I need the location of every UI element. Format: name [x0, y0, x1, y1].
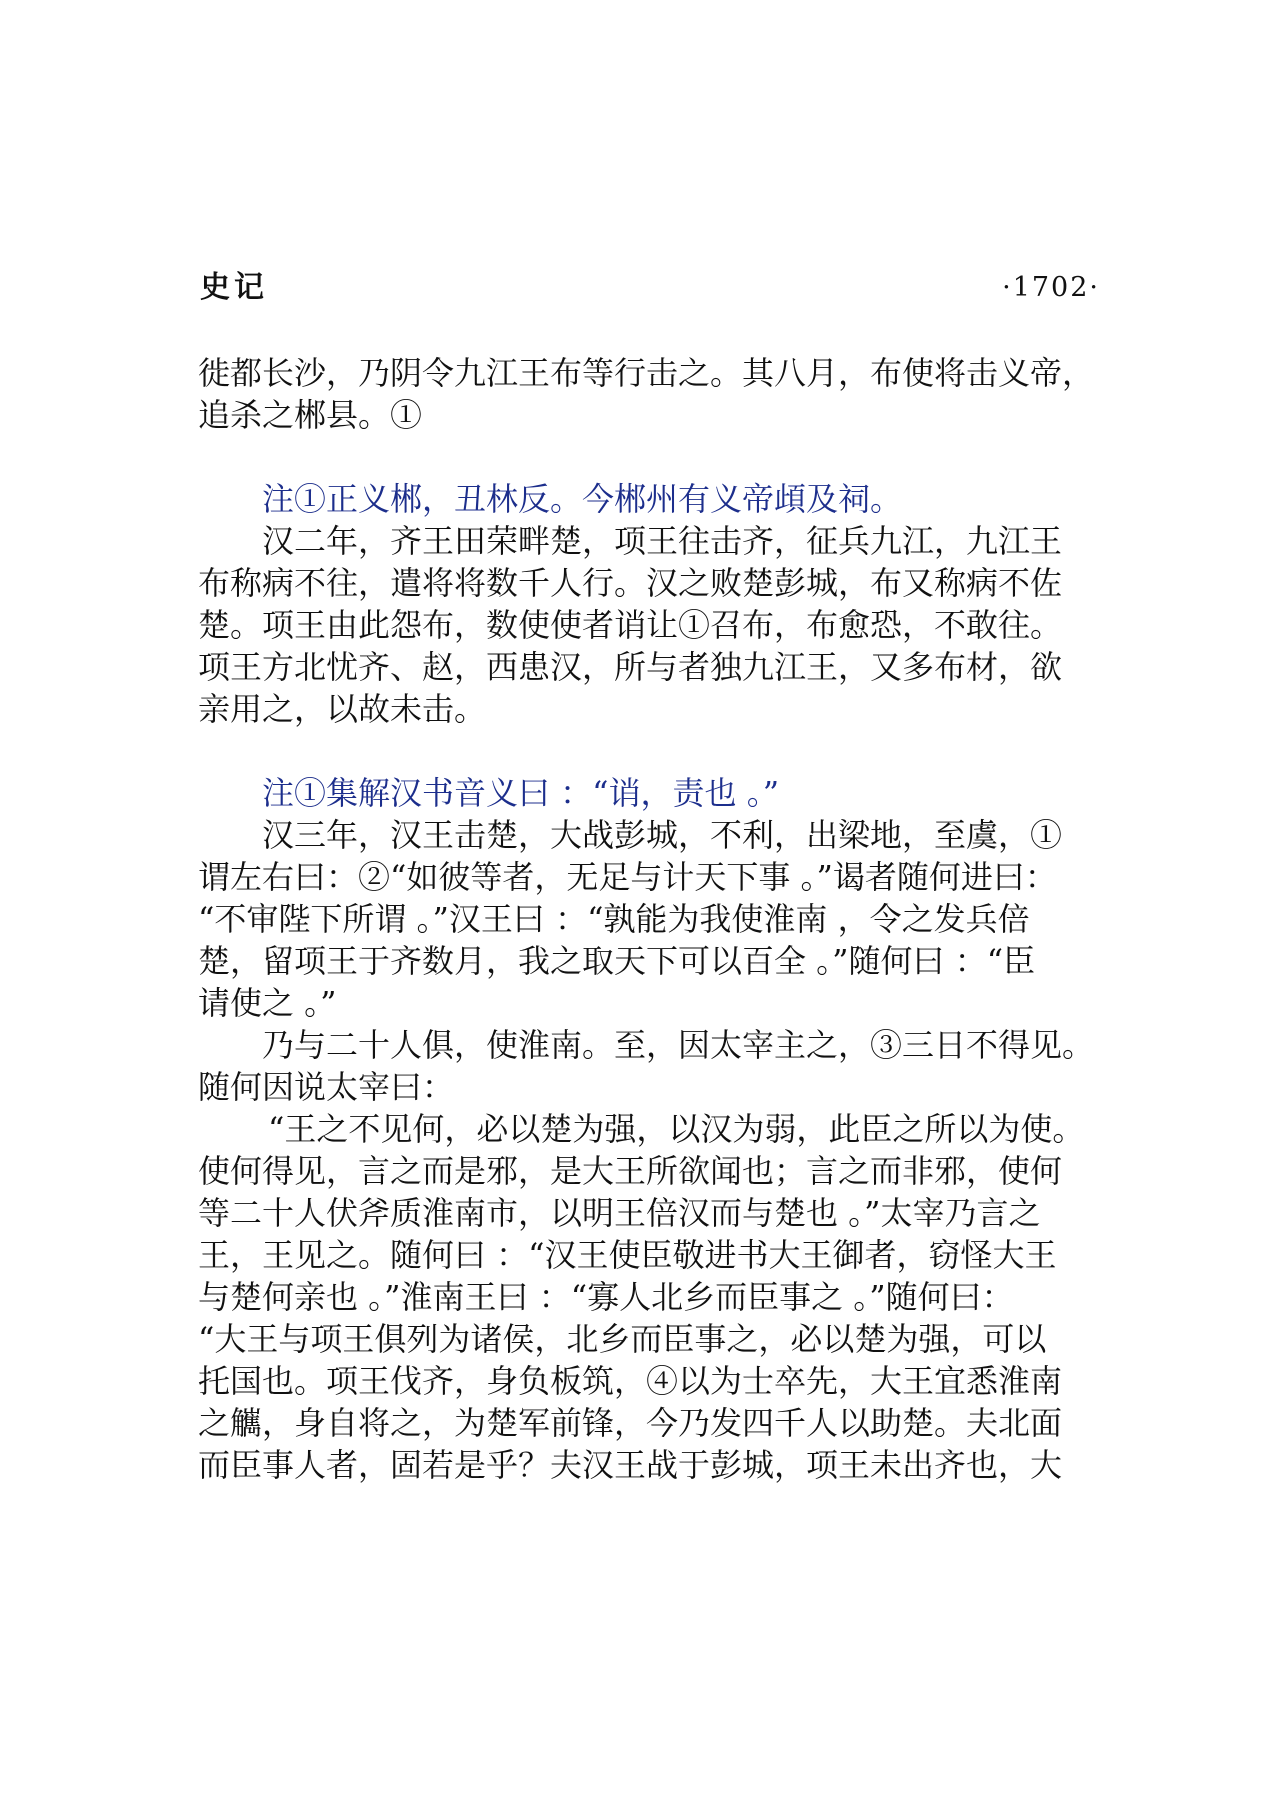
paragraph-5: [198, 1108, 1108, 1486]
text-line: 与楚何亲也 。”淮南王曰 ：“寡人北乡而臣事之 。”随何曰：: [198, 1278, 1014, 1316]
text-line: 追杀之郴县。①: [198, 396, 423, 434]
text-line: 托国也。项王伐齐，身负板筑，④以为士卒先，大王宜悉淮南: [198, 1362, 1063, 1400]
page-body: [198, 352, 1108, 1486]
text-line: 谓左右曰：②“如彼等者，无足与计天下事 。”谒者随何进曰：: [198, 858, 1057, 896]
text-line: 王，王见之。随何曰 ：“汉王使臣敬进书大王御者，窃怪大王: [198, 1236, 1057, 1274]
paragraph-3: [198, 814, 1108, 1024]
text-line: 请使之 。”: [198, 984, 337, 1022]
text-line: 之觽，身自将之，为楚军前锋，今乃发四千人以助楚。夫北面: [198, 1404, 1063, 1442]
text-line: 布称病不往，遣将将数千人行。汉之败楚彭城，布又称病不佐: [198, 564, 1063, 602]
paragraph-2: [198, 520, 1108, 730]
text-line: 随何因说太宰曰：: [198, 1068, 455, 1106]
book-title: 史记: [200, 270, 268, 305]
text-line: 使何得见，言之而是邪，是大王所欲闻也；言之而非邪，使何: [198, 1152, 1063, 1190]
text-line: “不审陛下所谓 。”汉王曰 ：“孰能为我使淮南 ，令之发兵倍: [198, 900, 1030, 938]
text-line: 楚，留项王于齐数月，我之取天下可以百全 。”随何曰 ：“臣: [198, 942, 1036, 980]
paragraph-4: [198, 1024, 1108, 1108]
page-header: [200, 268, 1100, 308]
text-line: “王之不见何，必以楚为强，以汉为弱，此臣之所以为使。: [268, 1110, 1085, 1148]
annotation-note-1: 注①正义郴，丑林反。今郴州有义帝頉及祠。: [262, 480, 903, 518]
text-line: 楚。项王由此怨布，数使使者诮让①召布，布愈恐，不敢往。: [198, 606, 1063, 644]
page-number: ·1702·: [1002, 272, 1100, 303]
text-line: 项王方北忧齐、赵，西患汉，所与者独九江王，又多布材，欲: [198, 648, 1063, 686]
text-line: “大王与项王俱列为诸侯，北乡而臣事之，必以楚为强，可以: [198, 1320, 1047, 1358]
paragraph-1: [198, 352, 1108, 436]
text-line: 汉二年，齐王田荣畔楚，项王往击齐，征兵九江，九江王: [262, 522, 1063, 560]
text-line: 亲用之，以故未击。: [198, 690, 487, 728]
text-line: 等二十人伏斧质淮南市，以明王倍汉而与楚也 。”太宰乃言之: [198, 1194, 1041, 1232]
text-line: 徙都长沙，乃阴令九江王布等行击之。其八月，布使将击义帝，: [198, 354, 1095, 392]
text-line: 而臣事人者，固若是乎？夫汉王战于彭城，项王未出齐也，大: [198, 1446, 1063, 1484]
text-line: 乃与二十人俱，使淮南。至，因太宰主之，③三日不得见。: [262, 1026, 1095, 1064]
annotation-note-2: 注①集解汉书音义曰 ：“诮，责也 。”: [262, 774, 780, 812]
text-line: 汉三年，汉王击楚，大战彭城，不利，出梁地，至虞，①: [262, 816, 1063, 854]
